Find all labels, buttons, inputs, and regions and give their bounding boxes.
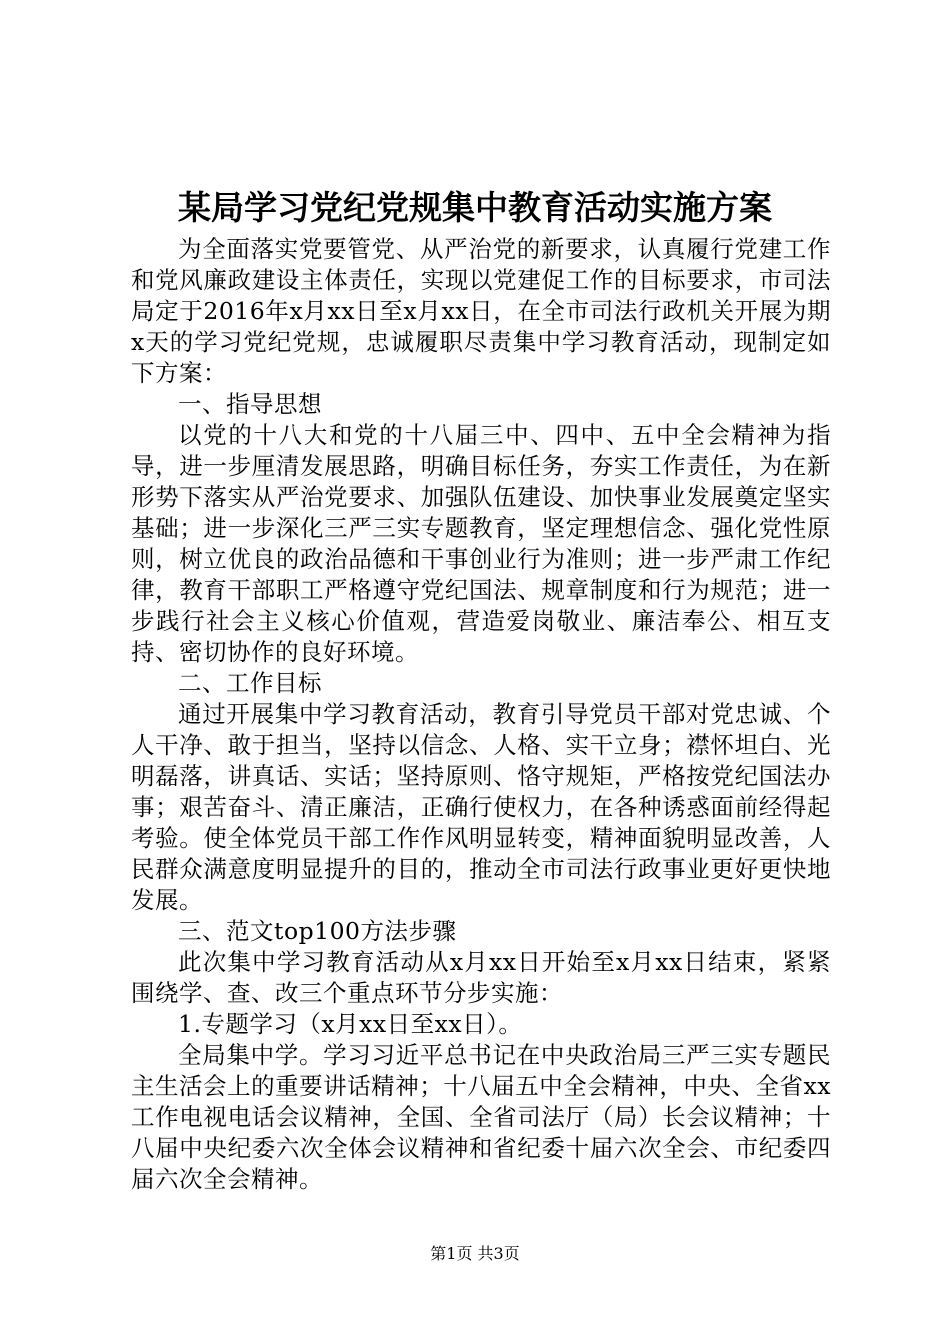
intro-paragraph: 为全面落实党要管党、从严治党的新要求，认真履行党建工作和党风廉政建设主体责任，实现以党建促工作的目标要求，市司法局定于2016年x月xx日至x月xx日，在全市司法行政机关开展为期x天的学习党纪党规，忠诚履职尽责集中学习教育活动，现制定如下方案： [131,235,831,387]
subheading-special-study: 1.专题学习（x月xx日至xx日）。 [178,1010,523,1038]
section-heading-method-steps: 三、范文top100方法步骤 [178,917,457,945]
document-title: 某局学习党纪党规集中教育活动实施方案 [178,188,772,227]
guiding-ideology-paragraph: 以党的十八大和党的十八届三中、四中、五中全会精神为指导，进一步厘清发展思路，明确目标任务，夯实工作责任，为在新形势下落实从严治党要求、加强队伍建设、加快事业发展奠定坚实基础；进一步深化三严三实专题教育，坚定理想信念、强化党性原则，树立优良的政治品德和干事创业行为准则；进一步严肃工作纪律，教育干部职工严格遵守党纪国法、规章制度和行为规范；进一步践行社会主义核心价值观，营造爱岗敬业、廉洁奉公、相互支持、密切协作的良好环境。 [131,421,831,666]
page-number-footer: 第1页 共3页 [430,1244,520,1263]
method-steps-paragraph: 此次集中学习教育活动从x月xx日开始至x月xx日结束，紧紧围绕学、查、改三个重点环节分步实施： [131,948,831,1007]
document-body [131,234,831,1195]
section-heading-guiding-ideology: 一、指导思想 [178,390,322,418]
work-goals-paragraph: 通过开展集中学习教育活动，教育引导党员干部对党忠诚、个人干净、敢于担当，坚持以信念、人格、实干立身；襟怀坦白、光明磊落，讲真话、实话；坚持原则、恪守规矩，严格按党纪国法办事；艰苦奋斗、清正廉洁，正确行使权力，在各种诱惑面前经得起考验。使全体党员干部工作作风明显转变，精神面貌明显改善，人民群众满意度明显提升的目的，推动全市司法行政事业更好更快地发展。 [131,700,831,914]
special-study-paragraph: 全局集中学。学习习近平总书记在中央政治局三严三实专题民主生活会上的重要讲话精神；十八届五中全会精神，中央、全省xx工作电视电话会议精神，全国、全省司法厅（局）长会议精神；十八届中央纪委六次全体会议精神和省纪委十届六次全会、市纪委四届六次全会精神。 [131,1041,831,1193]
section-heading-work-goals: 二、工作目标 [178,669,322,697]
